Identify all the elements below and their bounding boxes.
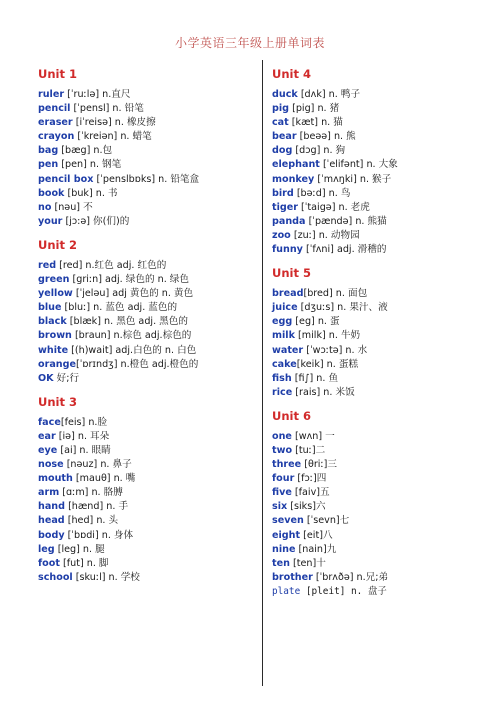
unit-section (272, 265, 487, 400)
vocab-entry (38, 372, 253, 386)
vocab-entry (38, 472, 253, 486)
column-divider (262, 60, 263, 686)
vocab-entry (38, 543, 253, 557)
vocab-entry (38, 144, 253, 158)
unit-title: Unit 2 (38, 237, 77, 252)
vocab-entry (272, 329, 487, 343)
unit-title: Unit 6 (272, 408, 311, 423)
vocab-definition: [rais] n. 米饭 (292, 386, 355, 398)
vocab-word: elephant (272, 159, 320, 171)
vocab-definition: [bəːd] n. 鸟 (293, 187, 351, 199)
vocab-definition: [kæt] n. 猫 (288, 117, 343, 129)
vocab-definition: [hed] n. 头 (64, 515, 119, 527)
vocab-entry (272, 430, 487, 444)
vocab-definition: [ˈjeləu] adj 黄色的 n. 黄色 (72, 288, 194, 300)
vocab-entry (272, 486, 487, 500)
vocab-word: dog (272, 145, 293, 157)
vocab-word: ruler (38, 89, 65, 100)
vocab-entry (272, 88, 487, 102)
vocab-word: bear (272, 131, 297, 143)
vocab-word: body (38, 529, 65, 541)
vocab-entry (38, 500, 253, 514)
vocab-word: seven (272, 515, 304, 527)
vocab-definition: [ˈelifənt] n. 大象 (319, 159, 398, 171)
vocab-word: six (272, 501, 288, 513)
vocab-word: head (38, 515, 65, 527)
vocab-definition: [fut] n. 脚 (59, 557, 109, 569)
unit-section (38, 66, 253, 229)
vocab-entry (38, 557, 253, 571)
vocab-definition: [ˈwɔːtə] n. 水 (303, 344, 368, 356)
vocab-entry (38, 116, 253, 130)
vocab-entry (38, 215, 253, 229)
vocab-entry (38, 458, 253, 472)
vocab-word: pen (38, 159, 59, 171)
vocab-definition: [iˈreisə] n. 橡皮擦 (72, 117, 156, 129)
vocab-definition: [dʒuːs] n. 果汁、液 (297, 302, 388, 314)
vocab-definition: [faiv]五 (291, 487, 330, 499)
vocab-entry (38, 158, 253, 172)
vocab-entry (272, 144, 487, 158)
vocab-definition: [ˈmʌŋki] n. 猴子 (314, 173, 392, 185)
page-title: 小学英语三年级上册单词表 (174, 36, 325, 50)
vocab-word: one (272, 430, 292, 442)
vocab-word: pencil (38, 103, 71, 115)
vocab-definition: [ˈɒrɪndʒ] n.橙色 adj.橙色的 (76, 358, 199, 370)
vocab-word: face (38, 416, 61, 428)
vocab-entry (272, 514, 487, 528)
vocab-definition: [ˈbɒdi] n. 身体 (64, 529, 134, 541)
vocab-entry (272, 372, 487, 386)
vocab-word: nine (272, 543, 296, 555)
vocab-word: eight (272, 529, 301, 541)
vocab-word: eye (38, 444, 58, 456)
vocab-word: plate (272, 585, 301, 597)
unit-title: Unit 5 (272, 266, 311, 281)
vocab-entry (272, 543, 487, 557)
vocab-entry (272, 102, 487, 116)
vocab-word: four (272, 473, 295, 485)
vocab-entry (272, 529, 487, 543)
vocab-entry (38, 486, 253, 500)
vocab-word: fish (272, 372, 292, 384)
vocab-definition: [iə] n. 耳朵 (55, 430, 110, 442)
vocab-word: juice (272, 302, 298, 314)
vocab-word: yellow (38, 288, 73, 300)
vocab-word: blue (38, 302, 62, 314)
vocab-entry (272, 215, 487, 229)
vocab-definition: [zuː] n. 动物园 (290, 229, 360, 241)
vocab-definition: [bluː] n. 蓝色 adj. 蓝色的 (61, 302, 178, 314)
vocab-definition: [milk] n. 牛奶 (294, 330, 361, 342)
vocab-entry (272, 585, 487, 599)
vocab-definition: [griːn] adj. 绿色的 n. 绿色 (69, 274, 189, 286)
unit-section (38, 394, 253, 585)
vocab-entry (272, 444, 487, 458)
vocab-definition: [ˈtaigə] n. 老虎 (297, 201, 370, 213)
vocab-definition: [ˈpenslbɒks] n. 铅笔盒 (93, 173, 200, 185)
vocab-definition: [nəu] 不 (51, 201, 93, 213)
vocab-definition: [dɔg] n. 狗 (292, 145, 346, 157)
vocab-entry (38, 444, 253, 458)
vocab-entry (272, 130, 487, 144)
vocab-entry (272, 201, 487, 215)
vocab-definition: 好;行 (53, 372, 80, 384)
vocab-entry (38, 358, 253, 372)
vocab-word: crayon (38, 131, 75, 143)
vocab-word: monkey (272, 173, 315, 185)
vocab-word: brother (272, 571, 313, 583)
vocab-entry (38, 187, 253, 201)
vocab-word: milk (272, 330, 295, 342)
vocab-definition: [pig] n. 猪 (289, 103, 340, 115)
vocab-word: your (38, 215, 63, 227)
vocab-definition: [fɔː]四 (294, 473, 327, 485)
vocab-definition: [bred] n. 面包 (303, 288, 368, 300)
vocab-word: pencil box (38, 173, 94, 185)
vocab-entry (38, 201, 253, 215)
unit-section (272, 66, 487, 257)
vocab-definition: [θriː]三 (301, 459, 338, 471)
vocab-definition: [nəuz] n. 鼻子 (63, 459, 132, 471)
vocab-word: five (272, 487, 292, 499)
unit-title: Unit 1 (38, 67, 77, 81)
vocab-word: orange (38, 358, 77, 370)
vocab-word: bread (272, 288, 304, 300)
vocab-word: black (38, 316, 67, 328)
vocab-definition: [ˈruːlə] n.直尺 (64, 89, 131, 100)
vocab-word: foot (38, 557, 60, 569)
vocab-word: eraser (38, 117, 73, 129)
vocab-definition: [eg] n. 蛋 (292, 316, 340, 328)
vocab-word: leg (38, 543, 55, 555)
vocab-definition: [ˈbrʌðə] n.兄;弟 (312, 571, 389, 583)
vocab-word: funny (272, 244, 303, 256)
vocab-entry (38, 344, 253, 358)
vocab-definition: [wʌn] 一 (291, 430, 335, 442)
vocab-word: bag (38, 145, 59, 157)
vocab-definition: [red] n.红色 adj. 红色的 (56, 259, 167, 271)
vocab-entry (272, 571, 487, 585)
vocab-word: green (38, 274, 70, 286)
vocab-definition: [mauθ] n. 嘴 (72, 473, 136, 485)
vocab-entry (38, 416, 253, 430)
vocab-definition: [fi∫] n. 鱼 (291, 372, 339, 384)
vocab-definition: [ˈfʌni] adj. 滑稽的 (302, 244, 387, 256)
vocab-word: duck (272, 89, 298, 100)
vocab-definition: [ɑːm] n. 胳膊 (59, 487, 123, 499)
vocab-definition: [braun] n.棕色 adj.棕色的 (71, 330, 192, 342)
vocab-definition: [feis] n.脸 (60, 416, 108, 428)
vocab-entry (272, 158, 487, 172)
unit-title: Unit 3 (38, 394, 77, 409)
vocab-word: nose (38, 459, 64, 471)
vocab-entry (38, 571, 253, 585)
vocab-entry (272, 344, 487, 358)
vocab-definition: [ˈsevn]七 (303, 515, 350, 527)
unit-title: Unit 4 (272, 67, 311, 81)
vocab-definition: [buk] n. 书 (64, 187, 118, 199)
right-column (272, 66, 487, 607)
left-column (38, 66, 253, 593)
vocab-definition: [eit]八 (300, 529, 333, 541)
vocab-word: water (272, 344, 304, 356)
unit-section (38, 237, 253, 386)
vocab-entry (272, 301, 487, 315)
vocab-definition: [ten]十 (289, 557, 326, 569)
vocab-word: egg (272, 316, 293, 328)
vocab-word: hand (38, 501, 66, 513)
vocab-word: ten (272, 557, 290, 569)
vocab-word: panda (272, 215, 306, 227)
vocab-entry (38, 173, 253, 187)
vocab-entry (38, 88, 253, 102)
vocab-definition: [ˈkreiən] n. 蜡笔 (74, 131, 152, 143)
vocab-entry (272, 243, 487, 257)
vocab-definition: [jɔ:ə] 你(们)的 (62, 215, 130, 227)
vocab-word: red (38, 259, 57, 271)
vocab-word: school (38, 571, 73, 583)
vocab-definition: [pleit] n. 盘子 (300, 585, 387, 597)
vocab-definition: [keik] n. 蛋糕 (296, 358, 359, 370)
vocab-word: white (38, 344, 69, 356)
vocab-word: cat (272, 117, 289, 129)
vocab-definition: [skuːl] n. 学校 (72, 571, 140, 583)
vocab-word: two (272, 444, 293, 456)
vocab-entry (38, 529, 253, 543)
vocab-word: book (38, 187, 65, 199)
vocab-entry (38, 315, 253, 329)
vocab-entry (272, 458, 487, 472)
vocab-entry (272, 173, 487, 187)
vocab-word: brown (38, 330, 72, 342)
vocab-entry (272, 315, 487, 329)
vocab-word: bird (272, 187, 294, 199)
vocab-entry (38, 130, 253, 144)
vocab-definition: [blæk] n. 黑色 adj. 黑色的 (66, 316, 188, 328)
vocab-entry (38, 287, 253, 301)
vocab-entry (272, 287, 487, 301)
vocab-word: OK (38, 372, 54, 384)
vocab-definition: [bæg] n.包 (58, 145, 113, 157)
vocab-definition: [dʌk] n. 鸭子 (297, 89, 361, 100)
vocab-definition: [ˈpensl] n. 铅笔 (70, 103, 144, 115)
vocab-entry (38, 430, 253, 444)
vocab-word: no (38, 201, 52, 213)
vocab-definition: [ˈpændə] n. 熊猫 (305, 215, 387, 227)
vocab-entry (272, 116, 487, 130)
vocab-entry (272, 229, 487, 243)
vocab-definition: [nain]九 (295, 543, 337, 555)
vocab-word: pig (272, 103, 290, 115)
vocab-entry (272, 500, 487, 514)
vocab-entry (272, 358, 487, 372)
vocab-entry (272, 187, 487, 201)
vocab-word: arm (38, 487, 60, 499)
vocab-entry (38, 301, 253, 315)
vocab-entry (272, 472, 487, 486)
vocab-definition: [leg] n. 腿 (54, 543, 105, 555)
vocab-entry (38, 514, 253, 528)
vocab-entry (272, 557, 487, 571)
vocab-definition: [ai] n. 眼睛 (57, 444, 111, 456)
vocab-definition: [beəə] n. 熊 (296, 131, 356, 143)
vocab-word: mouth (38, 473, 73, 485)
vocab-definition: [tuː]二 (292, 444, 326, 456)
vocab-entry (38, 259, 253, 273)
vocab-definition: [(h)wait] adj.白色的 n. 白色 (68, 344, 197, 356)
vocab-word: three (272, 459, 302, 471)
vocab-entry (272, 386, 487, 400)
vocab-word: ear (38, 430, 56, 442)
vocab-definition: [hænd] n. 手 (65, 501, 129, 513)
vocab-definition: [siks]六 (287, 501, 326, 513)
vocab-definition: [pen] n. 钢笔 (58, 159, 122, 171)
vocab-word: zoo (272, 229, 291, 241)
vocab-word: rice (272, 386, 293, 398)
vocab-entry (38, 102, 253, 116)
vocab-entry (38, 329, 253, 343)
vocab-entry (38, 273, 253, 287)
vocab-word: cake (272, 358, 297, 370)
unit-section (272, 408, 487, 599)
vocab-word: tiger (272, 201, 298, 213)
